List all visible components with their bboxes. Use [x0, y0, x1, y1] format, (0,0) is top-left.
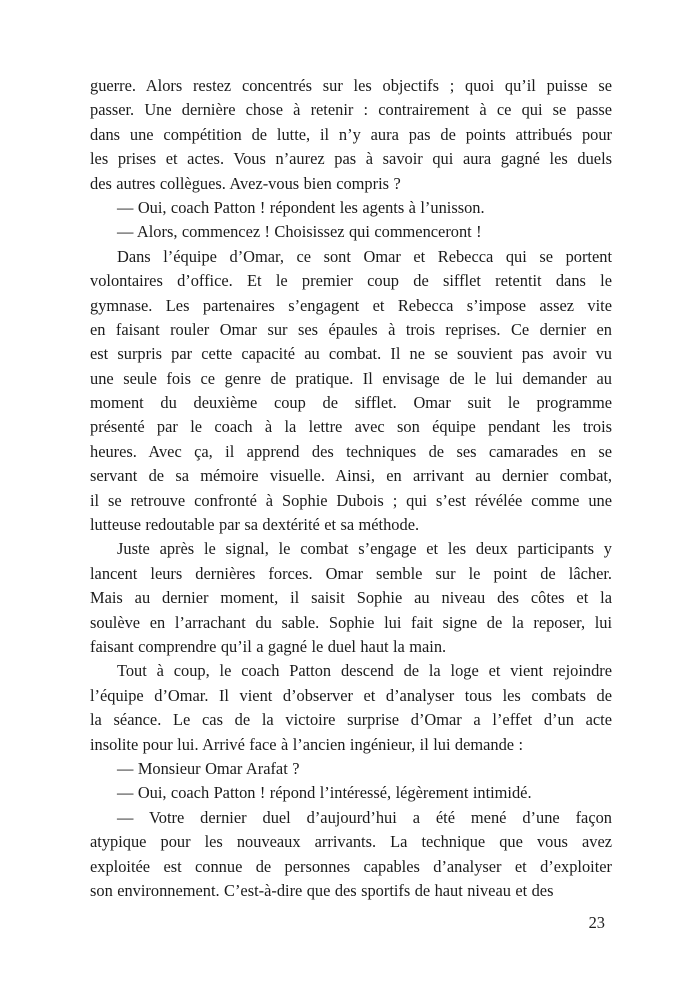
text-line: présenté par le coach à la lettre avec son équipe pendant les trois — [90, 417, 612, 437]
text-line: soulève en l’arrachant du sable. Sophie lui fait signe de la reposer, lui — [90, 612, 612, 632]
text-line: guerre. Alors restez concentrés sur les objectifs ; quoi qu’il puisse se — [90, 76, 612, 95]
text-line: son environnement. C’est-à-dire que des sportifs de haut niveau et des — [90, 880, 554, 900]
text-line: dans une compétition de lutte, il n’y aura pas de points attribués pour — [90, 124, 612, 144]
dialogue-line: — Oui, coach Patton ! répond l’intéressé, légèrement intimidé. — [117, 783, 532, 803]
text-line: atypique pour les nouveaux arrivants. La technique que vous avez — [90, 832, 612, 852]
page-number: 23 — [588, 913, 605, 932]
text-line: Dans l’équipe d’Omar, ce sont Omar et Rebecca qui se portent — [117, 246, 612, 266]
text-line: moment du deuxième coup de sifflet. Omar suit le programme — [90, 393, 612, 413]
text-line: faisant comprendre qu’il a gagné le duel haut la main. — [90, 636, 447, 656]
dialogue-line: — Votre dernier duel d’aujourd’hui a été mené d’une façon — [117, 807, 612, 827]
text-line: il se retrouve confronté à Sophie Dubois ; qui s’est révélée comme une — [90, 490, 612, 510]
page-body-text — [90, 74, 612, 903]
text-line: l’équipe d’Omar. Il vient d’observer et d’analyser tous les combats de — [90, 685, 612, 705]
text-line: la séance. Le cas de la victoire surprise d’Omar a l’effet d’un acte — [90, 710, 612, 730]
text-line: heures. Avec ça, il apprend des techniques de ses camarades en se — [90, 441, 612, 461]
text-line: en faisant rouler Omar sur ses épaules à trois reprises. Ce dernier en — [90, 319, 612, 339]
dialogue-line: — Oui, coach Patton ! répondent les agents à l’unisson. — [117, 197, 485, 217]
text-line: Tout à coup, le coach Patton descend de la loge et vient rejoindre — [117, 661, 612, 681]
dialogue-line: — Alors, commencez ! Choisissez qui commenceront ! — [117, 222, 482, 242]
dialogue-line: — Monsieur Omar Arafat ? — [117, 758, 300, 778]
text-line: servant de sa mémoire visuelle. Ainsi, en arrivant au dernier combat, — [90, 466, 612, 486]
text-line: insolite pour lui. Arrivé face à l’ancien ingénieur, il lui demande : — [90, 734, 524, 754]
text-line: lancent leurs dernières forces. Omar semble sur le point de lâcher. — [90, 563, 612, 583]
text-line: une seule fois ce genre de pratique. Il envisage de le lui demander au — [90, 368, 612, 388]
text-line: volontaires d’office. Et le premier coup de sifflet retentit dans le — [90, 271, 612, 291]
text-line: des autres collègues. Avez-vous bien compris ? — [90, 173, 401, 193]
text-line: passer. Une dernière chose à retenir : contrairement à ce qui se passe — [90, 100, 612, 120]
text-line: les prises et actes. Vous n’aurez pas à savoir qui aura gagné les duels — [90, 149, 612, 169]
text-line: exploitée est connue de personnes capables d’analyser et d’exploiter — [90, 856, 612, 876]
text-line: Juste après le signal, le combat s’engage et les deux participants y — [117, 539, 612, 559]
text-line: Mais au dernier moment, il saisit Sophie au niveau des côtes et la — [90, 588, 612, 608]
text-line: est surpris par cette capacité au combat. Il ne se souvient pas avoir vu — [90, 344, 612, 364]
text-line: gymnase. Les partenaires s’engagent et Rebecca s’impose assez vite — [90, 295, 612, 315]
text-line: lutteuse redoutable par sa dextérité et sa méthode. — [90, 515, 420, 535]
